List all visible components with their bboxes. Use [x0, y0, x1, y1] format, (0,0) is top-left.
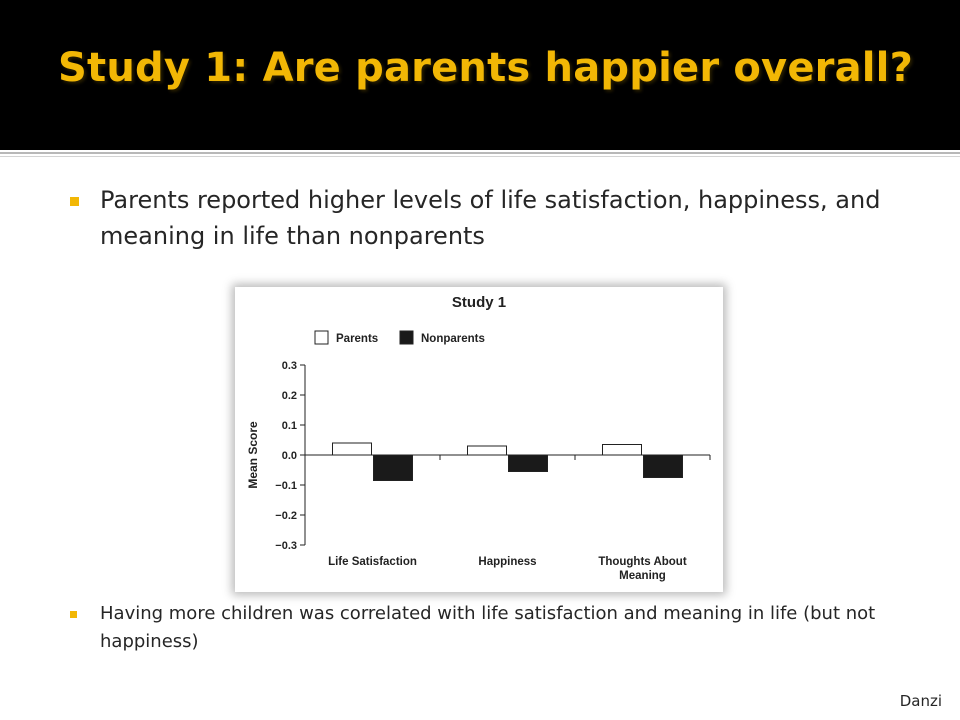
legend-label-parents: Parents — [336, 333, 379, 345]
chart-title: Study 1 — [451, 294, 507, 311]
chart-panel — [235, 287, 723, 592]
y-tick-label: 0.3 — [281, 360, 297, 372]
y-tick-label: 0.0 — [281, 450, 297, 462]
bar-nonparents-1 — [509, 455, 548, 472]
bullet-text-secondary: Having more children was correlated with life satisfaction and meaning in life (but not happiness) — [100, 603, 876, 652]
x-category-label: Meaning — [619, 570, 666, 582]
legend-swatch-nonparents — [400, 331, 413, 344]
title-divider — [0, 152, 960, 154]
footer-author: Danzi — [899, 692, 942, 710]
x-category-label: Happiness — [478, 556, 537, 568]
bullet-text-main: Parents reported higher levels of life satisfaction, happiness, and meaning in life than nonparents — [100, 186, 881, 250]
y-tick-label: −0.1 — [275, 480, 297, 492]
bar-nonparents-2 — [644, 455, 683, 478]
bar-parents-0 — [333, 443, 372, 455]
x-category-label: Thoughts About — [598, 556, 687, 568]
y-tick-label: 0.1 — [281, 420, 297, 432]
y-tick-label: 0.2 — [281, 390, 297, 402]
slide-title: Study 1: Are parents happier overall? — [58, 45, 913, 91]
x-category-label: Life Satisfaction — [328, 556, 417, 568]
y-tick-label: −0.2 — [275, 510, 297, 522]
bar-chart — [235, 287, 723, 592]
bar-parents-2 — [603, 445, 642, 456]
title-divider-thin — [0, 156, 960, 157]
bar-parents-1 — [468, 446, 507, 455]
y-tick-label: −0.3 — [275, 540, 297, 552]
legend-swatch-parents — [315, 331, 328, 344]
y-axis-label: Mean Score — [246, 421, 260, 489]
bullet-square-icon — [70, 611, 77, 618]
bar-nonparents-0 — [374, 455, 413, 481]
bullet-square-icon — [70, 197, 79, 206]
legend-label-nonparents: Nonparents — [421, 333, 485, 345]
